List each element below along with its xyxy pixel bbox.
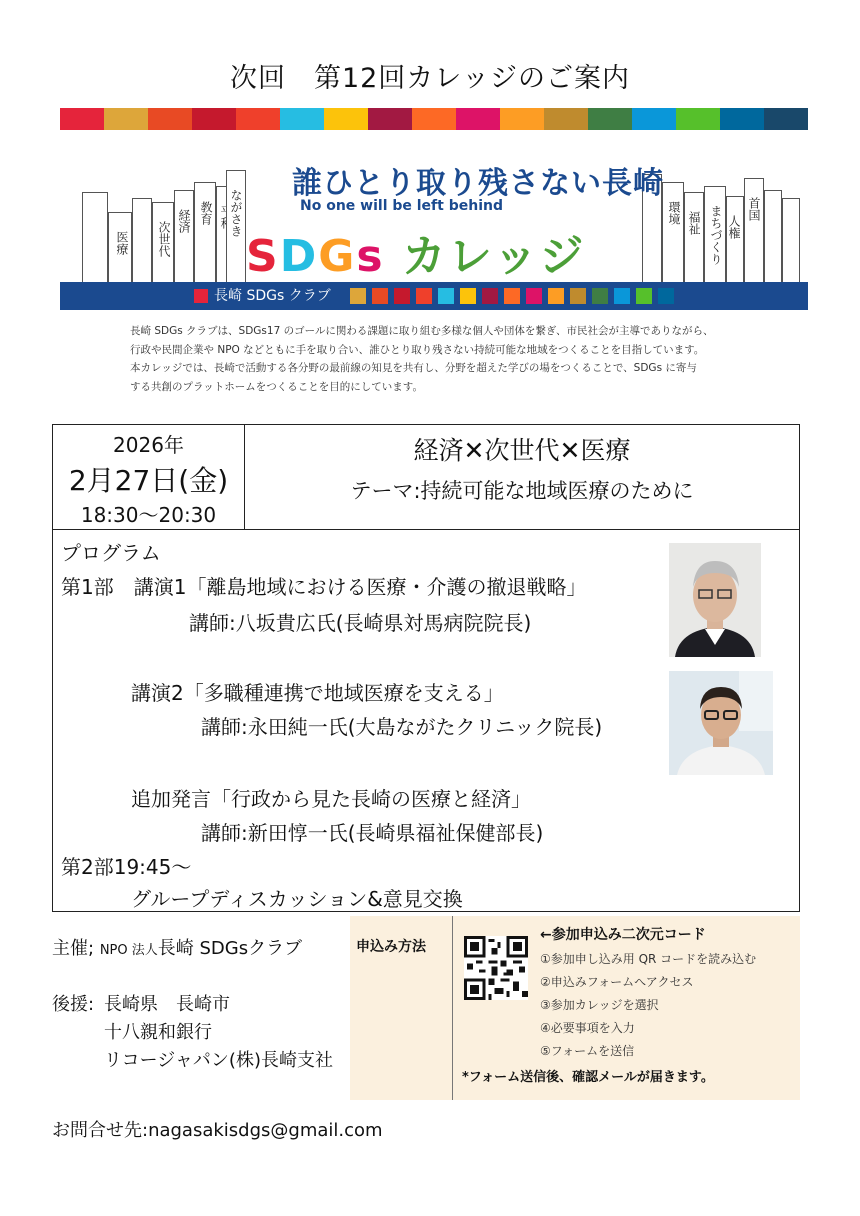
intro-line: する共創のプラットホームをつくることを目的にしています。 bbox=[130, 380, 423, 393]
theme-title: 経済✕次世代✕医療 bbox=[413, 436, 631, 465]
page-title: 次回 第12回カレッジのご案内 bbox=[229, 63, 631, 94]
sdg-square bbox=[482, 288, 498, 304]
logo-letter: D bbox=[279, 231, 319, 282]
book-label: 環境 bbox=[667, 201, 681, 225]
sdg-color-segment bbox=[632, 108, 676, 130]
book bbox=[704, 186, 726, 282]
sdg-square bbox=[372, 288, 388, 304]
intro-line: 行政や民間企業や NPO などともに手を取り合い、誰ひとり取り残さない持続可能な地域をつくることを目指しています。 bbox=[130, 343, 705, 356]
book-label: 経済 bbox=[177, 209, 191, 233]
sdg-square bbox=[526, 288, 542, 304]
banner bbox=[60, 150, 808, 310]
apply-step: ⑤フォームを送信 bbox=[540, 1044, 635, 1058]
program-extra-speaker: 講師:新田惇一氏(長崎県福祉保健部長) bbox=[201, 821, 544, 845]
sdg-square bbox=[194, 289, 208, 303]
sdg-square bbox=[460, 288, 476, 304]
sdg-color-strip bbox=[60, 108, 808, 130]
book bbox=[174, 190, 194, 282]
apply-note: *フォーム送信後、確認メールが届きます。 bbox=[462, 1070, 714, 1085]
book-label: ながさき bbox=[229, 189, 243, 237]
sdg-square bbox=[570, 288, 586, 304]
book-label: 医療 bbox=[115, 231, 129, 255]
apply-step: ①参加申し込み用 QR コードを読み込む bbox=[540, 952, 757, 966]
book bbox=[684, 192, 704, 282]
book-label: まちづくり bbox=[709, 205, 723, 265]
contact-email[interactable]: お問合せ先:nagasakisdgs@gmail.com bbox=[52, 1120, 383, 1141]
sdg-color-segment bbox=[544, 108, 588, 130]
sdg-color-segment bbox=[676, 108, 720, 130]
host-label: 主催; bbox=[52, 938, 95, 959]
book bbox=[726, 196, 744, 282]
program-part2: 第2部19:45〜 bbox=[61, 855, 192, 879]
sdg-color-segment bbox=[412, 108, 456, 130]
book-label: 福祉 bbox=[687, 211, 701, 235]
program-talk1: 第1部 講演1「離島地域における医療・介護の撤退戦略」 bbox=[61, 575, 587, 599]
sdg-color-segment bbox=[720, 108, 764, 130]
book bbox=[82, 192, 108, 282]
intro-line: 長崎 SDGs クラブは、SDGs17 のゴールに関わる課題に取り組む多様な個人や団体を繋ぎ、市民社会が主導でありながら、 bbox=[130, 325, 714, 337]
intro-text bbox=[130, 322, 770, 396]
sdg-square bbox=[636, 288, 652, 304]
logo-letter: S bbox=[246, 231, 280, 282]
speaker1-photo bbox=[669, 543, 761, 657]
sdg-square bbox=[658, 288, 674, 304]
sdg-color-segment bbox=[280, 108, 324, 130]
book bbox=[152, 202, 174, 282]
banner-jp-slogan: 誰ひとり取り残さない長崎 bbox=[292, 166, 664, 201]
row-divider bbox=[53, 529, 799, 530]
supporter-label: 後援: bbox=[52, 994, 95, 1015]
apply-step: ④必要事項を入力 bbox=[540, 1021, 635, 1035]
sdg-color-segment bbox=[192, 108, 236, 130]
book bbox=[744, 178, 764, 282]
date-cell bbox=[53, 425, 245, 529]
sdgs-college-logo bbox=[246, 220, 585, 284]
program-speaker1: 講師:八坂貴広氏(長崎県対馬病院院長) bbox=[189, 611, 532, 635]
apply-step: ③参加カレッジを選択 bbox=[540, 998, 659, 1012]
sdg-color-segment bbox=[588, 108, 632, 130]
book bbox=[194, 182, 216, 282]
book bbox=[132, 198, 152, 282]
qr-code[interactable] bbox=[464, 936, 528, 1000]
program-speaker2: 講師:永田純一氏(大島ながたクリニック院長) bbox=[201, 715, 603, 739]
supporter: 十八親和銀行 bbox=[104, 1022, 212, 1043]
book bbox=[662, 182, 684, 282]
supporter: 長崎県 長崎市 bbox=[104, 994, 230, 1015]
intro-line: 本カレッジでは、長崎で活動する各分野の最前線の知見を共有し、分野を超えた学びの場をつくることで、SDGs に寄与 bbox=[130, 362, 697, 374]
sdg-square bbox=[416, 288, 432, 304]
sdg-color-segment bbox=[236, 108, 280, 130]
apply-divider bbox=[452, 916, 453, 1100]
sdg-square bbox=[504, 288, 520, 304]
sdg-color-segment bbox=[324, 108, 368, 130]
program-part2-desc: グループディスカッション&意見交換 bbox=[131, 887, 463, 911]
sdg-square bbox=[438, 288, 454, 304]
sdg-square bbox=[592, 288, 608, 304]
book-label: 人権 bbox=[727, 215, 741, 239]
program-extra: 追加発言「行政から見た長崎の医療と経済」 bbox=[131, 787, 531, 811]
sdg-color-segment bbox=[104, 108, 148, 130]
sdg-color-segment bbox=[148, 108, 192, 130]
host-name: 長崎 SDGsクラブ bbox=[157, 938, 303, 959]
book-label: 教育 bbox=[199, 201, 213, 225]
sdg-color-segment bbox=[368, 108, 412, 130]
host-prefix: NPO 法人 bbox=[99, 943, 158, 958]
supporter: リコージャパン(株)長崎支社 bbox=[104, 1050, 333, 1071]
book-label: 次世代 bbox=[157, 221, 171, 257]
book-label: 首国 bbox=[747, 197, 761, 221]
sdg-square bbox=[614, 288, 630, 304]
sdg-square bbox=[548, 288, 564, 304]
apply-method-label: 申込み方法 bbox=[356, 939, 426, 955]
banner-en-slogan: No one will be left behind bbox=[300, 198, 503, 214]
program-talk2: 講演2「多職種連携で地域医療を支える」 bbox=[131, 681, 504, 705]
sdg-color-segment bbox=[764, 108, 808, 130]
sdg-color-segment bbox=[500, 108, 544, 130]
sdg-squares bbox=[350, 288, 674, 304]
theme-subtitle: テーマ:持続可能な地域医療のために bbox=[350, 479, 694, 503]
logo-letter: G bbox=[318, 231, 357, 282]
event-info-table bbox=[52, 424, 800, 912]
banner-bar bbox=[60, 282, 808, 310]
speaker2-photo bbox=[669, 671, 773, 775]
book bbox=[226, 170, 246, 282]
sdg-square bbox=[350, 288, 366, 304]
event-date: 2月27日(金) bbox=[68, 464, 229, 497]
event-year: 2026年 bbox=[113, 433, 184, 457]
club-label bbox=[188, 285, 337, 307]
program-heading: プログラム bbox=[61, 541, 161, 565]
book bbox=[108, 212, 132, 282]
logo-word: カレッジ bbox=[384, 231, 586, 282]
sdg-square bbox=[394, 288, 410, 304]
book bbox=[764, 190, 782, 282]
application-box bbox=[350, 916, 800, 1100]
apply-step: ②申込みフォームへアクセス bbox=[540, 975, 694, 989]
sdg-color-segment bbox=[456, 108, 500, 130]
host bbox=[52, 934, 302, 960]
event-time: 18:30〜20:30 bbox=[80, 503, 217, 527]
book bbox=[782, 198, 800, 282]
theme-cell bbox=[245, 425, 799, 529]
sdg-color-segment bbox=[60, 108, 104, 130]
qr-title: ←参加申込み二次元コード bbox=[540, 927, 706, 943]
logo-letter: s bbox=[356, 231, 385, 282]
club-label-text: 長崎 SDGs クラブ bbox=[214, 288, 331, 304]
